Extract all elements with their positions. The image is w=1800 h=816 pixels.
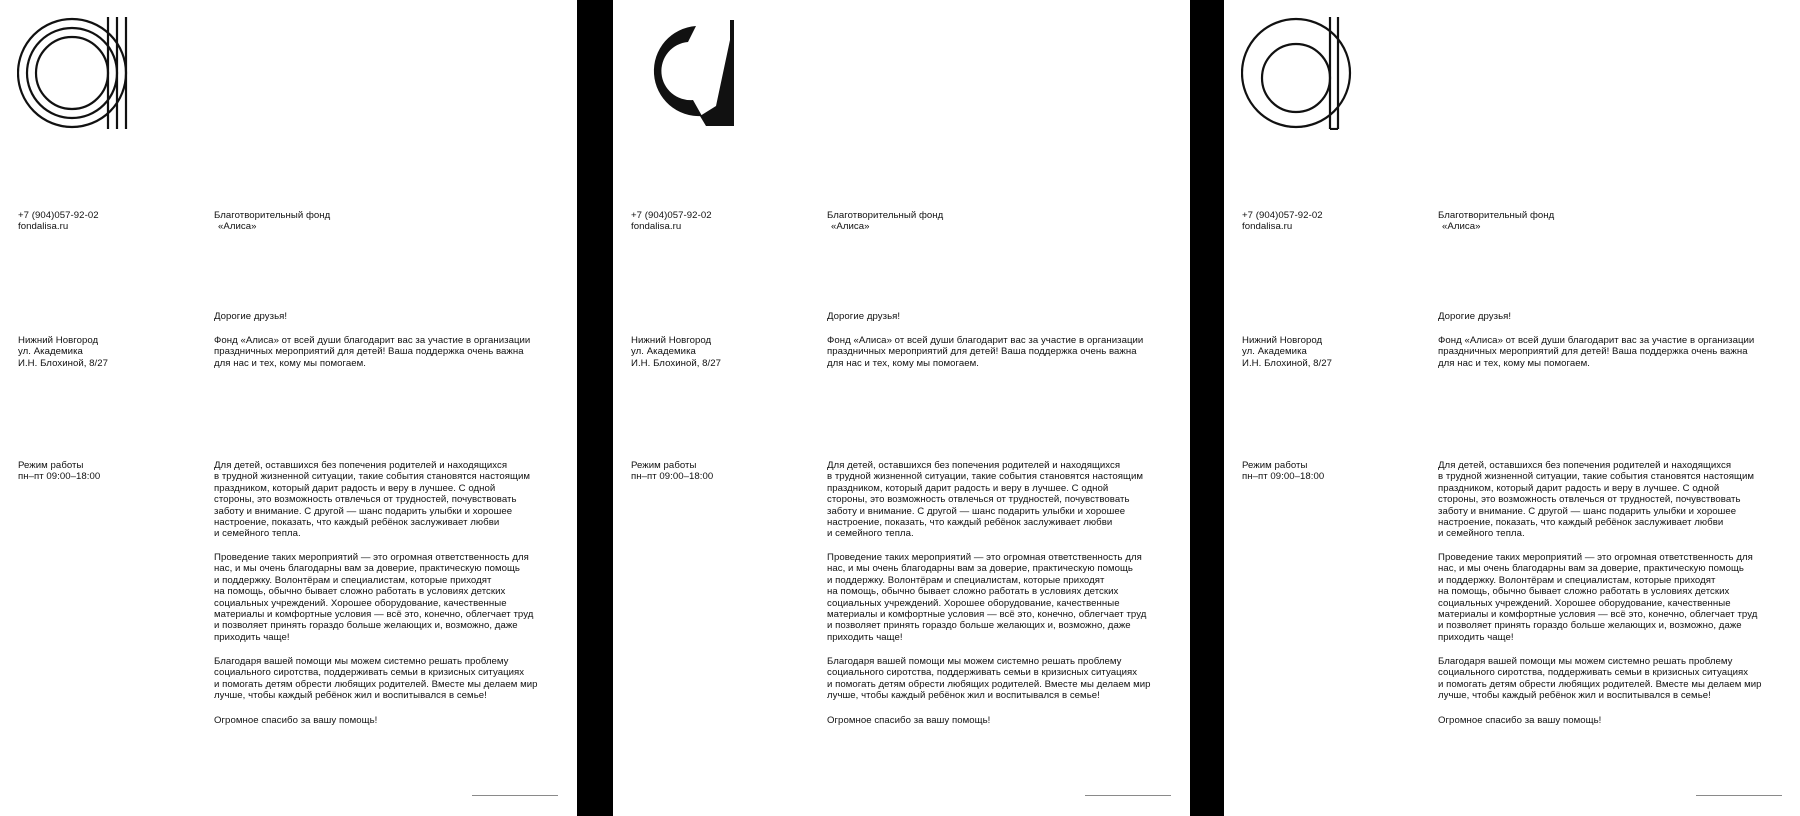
line-circle-a-logo-icon bbox=[1241, 16, 1357, 130]
contact-phone: +7 (904)057-92-02 bbox=[631, 210, 712, 221]
letter-paragraph-1: Фонд «Алиса» от всей души благодарит вас за участие в организации праздничных мероприятий для детей! Ваша поддержка очень важна для нас и тех, кому мы помогаем. bbox=[214, 335, 531, 369]
letter-paragraph-1: Фонд «Алиса» от всей души благодарит вас за участие в организации праздничных мероприятий для детей! Ваша поддержка очень важна для нас и тех, кому мы помогаем. bbox=[1438, 335, 1755, 369]
organization-name-quoted: «Алиса» bbox=[831, 221, 870, 232]
working-hours: Режим работы пн–пт 09:00–18:00 bbox=[631, 460, 714, 483]
signature-rule bbox=[1085, 795, 1171, 796]
letter-paragraph-4: Благодаря вашей помощи мы можем системно решать проблему социального сиротства, поддерживать семьи в кризисных ситуациях и помогать детям обрести любящих родителей. Вместе мы делаем мир лучше, чтобы каждый ребёнок жил и воспитывался в семье! bbox=[214, 656, 538, 702]
contact-address: Нижний Новгород ул. Академика И.Н. Блохиной, 8/27 bbox=[1242, 335, 1333, 369]
contact-website: fondalisa.ru bbox=[18, 221, 69, 232]
letter-greeting: Дорогие друзья! bbox=[827, 311, 901, 322]
organization-name-quoted: «Алиса» bbox=[218, 221, 257, 232]
contact-website: fondalisa.ru bbox=[1242, 221, 1293, 232]
working-hours: Режим работы пн–пт 09:00–18:00 bbox=[1242, 460, 1325, 483]
letterhead-sheet-2 bbox=[613, 0, 1190, 816]
organization-name-quoted: «Алиса» bbox=[1442, 221, 1481, 232]
organization-name: Благотворительный фонд bbox=[827, 210, 944, 221]
contact-address: Нижний Новгород ул. Академика И.Н. Блохиной, 8/27 bbox=[631, 335, 722, 369]
signature-rule bbox=[1696, 795, 1782, 796]
letter-closing: Огромное спасибо за вашу помощь! bbox=[827, 715, 991, 726]
letter-paragraph-1: Фонд «Алиса» от всей души благодарит вас за участие в организации праздничных мероприятий для детей! Ваша поддержка очень важна для нас и тех, кому мы помогаем. bbox=[827, 335, 1144, 369]
letter-greeting: Дорогие друзья! bbox=[1438, 311, 1512, 322]
letterhead-sheet-1 bbox=[0, 0, 577, 816]
letter-paragraph-4: Благодаря вашей помощи мы можем системно решать проблему социального сиротства, поддерживать семьи в кризисных ситуациях и помогать детям обрести любящих родителей. Вместе мы делаем мир лучше, чтобы каждый ребёнок жил и воспитывался в семье! bbox=[1438, 656, 1762, 702]
contact-phone: +7 (904)057-92-02 bbox=[1242, 210, 1323, 221]
letter-greeting: Дорогие друзья! bbox=[214, 311, 288, 322]
letter-closing: Огромное спасибо за вашу помощь! bbox=[214, 715, 378, 726]
letter-paragraph-3: Проведение таких мероприятий — это огромная ответственность для нас, и мы очень благодарны вам за доверие, практическую помощь и поддержку. Волонтёрам и специалистам, которые приходят на помощь, обычно бывает сложно работать в условиях детских социальных учреждений. Хорошее оборудование, качественные материалы и комфортные условия — всё это, конечно, облегчает труд и позволяет принять гораздо больше желающих и, возможно, даже приходить чаще! bbox=[827, 552, 1147, 643]
contact-address: Нижний Новгород ул. Академика И.Н. Блохиной, 8/27 bbox=[18, 335, 109, 369]
letter-paragraph-4: Благодаря вашей помощи мы можем системно решать проблему социального сиротства, поддерживать семьи в кризисных ситуациях и помогать детям обрести любящих родителей. Вместе мы делаем мир лучше, чтобы каждый ребёнок жил и воспитывался в семье! bbox=[827, 656, 1151, 702]
organization-name: Благотворительный фонд bbox=[214, 210, 331, 221]
letterhead-sheet-3 bbox=[1224, 0, 1800, 816]
letter-paragraph-3: Проведение таких мероприятий — это огромная ответственность для нас, и мы очень благодарны вам за доверие, практическую помощь и поддержку. Волонтёрам и специалистам, которые приходят на помощь, обычно бывает сложно работать в условиях детских социальных учреждений. Хорошее оборудование, качественные материалы и комфортные условия — всё это, конечно, облегчает труд и позволяет принять гораздо больше желающих и, возможно, даже приходить чаще! bbox=[214, 552, 534, 643]
working-hours: Режим работы пн–пт 09:00–18:00 bbox=[18, 460, 101, 483]
letter-closing: Огромное спасибо за вашу помощь! bbox=[1438, 715, 1602, 726]
signature-rule bbox=[472, 795, 558, 796]
letter-paragraph-3: Проведение таких мероприятий — это огромная ответственность для нас, и мы очень благодарны вам за доверие, практическую помощь и поддержку. Волонтёрам и специалистам, которые приходят на помощь, обычно бывает сложно работать в условиях детских социальных учреждений. Хорошее оборудование, качественные материалы и комфортные условия — всё это, конечно, облегчает труд и позволяет принять гораздо больше желающих и, возможно, даже приходить чаще! bbox=[1438, 552, 1758, 643]
solid-a-logo-icon bbox=[630, 16, 746, 130]
letter-paragraph-2: Для детей, оставшихся без попечения родителей и находящихся в трудной жизненной ситуации, такие события становятся настоящим праздником, который дарит радость и веру в лучшее. С одной стороны, это возможность отвлечься от трудностей, почувствовать заботу и внимание. С другой — шанс подарить улыбки и хорошее настроение, показать, что каждый ребёнок заслуживает любви и семейного тепла. bbox=[827, 460, 1144, 540]
organization-name: Благотворительный фонд bbox=[1438, 210, 1555, 221]
letter-paragraph-2: Для детей, оставшихся без попечения родителей и находящихся в трудной жизненной ситуации, такие события становятся настоящим праздником, который дарит радость и веру в лучшее. С одной стороны, это возможность отвлечься от трудностей, почувствовать заботу и внимание. С другой — шанс подарить улыбки и хорошее настроение, показать, что каждый ребёнок заслуживает любви и семейного тепла. bbox=[1438, 460, 1755, 540]
letter-paragraph-2: Для детей, оставшихся без попечения родителей и находящихся в трудной жизненной ситуации, такие события становятся настоящим праздником, который дарит радость и веру в лучшее. С одной стороны, это возможность отвлечься от трудностей, почувствовать заботу и внимание. С другой — шанс подарить улыбки и хорошее настроение, показать, что каждый ребёнок заслуживает любви и семейного тепла. bbox=[214, 460, 531, 540]
contact-website: fondalisa.ru bbox=[631, 221, 682, 232]
contact-phone: +7 (904)057-92-02 bbox=[18, 210, 99, 221]
outline-circle-a-logo-icon bbox=[17, 16, 133, 130]
